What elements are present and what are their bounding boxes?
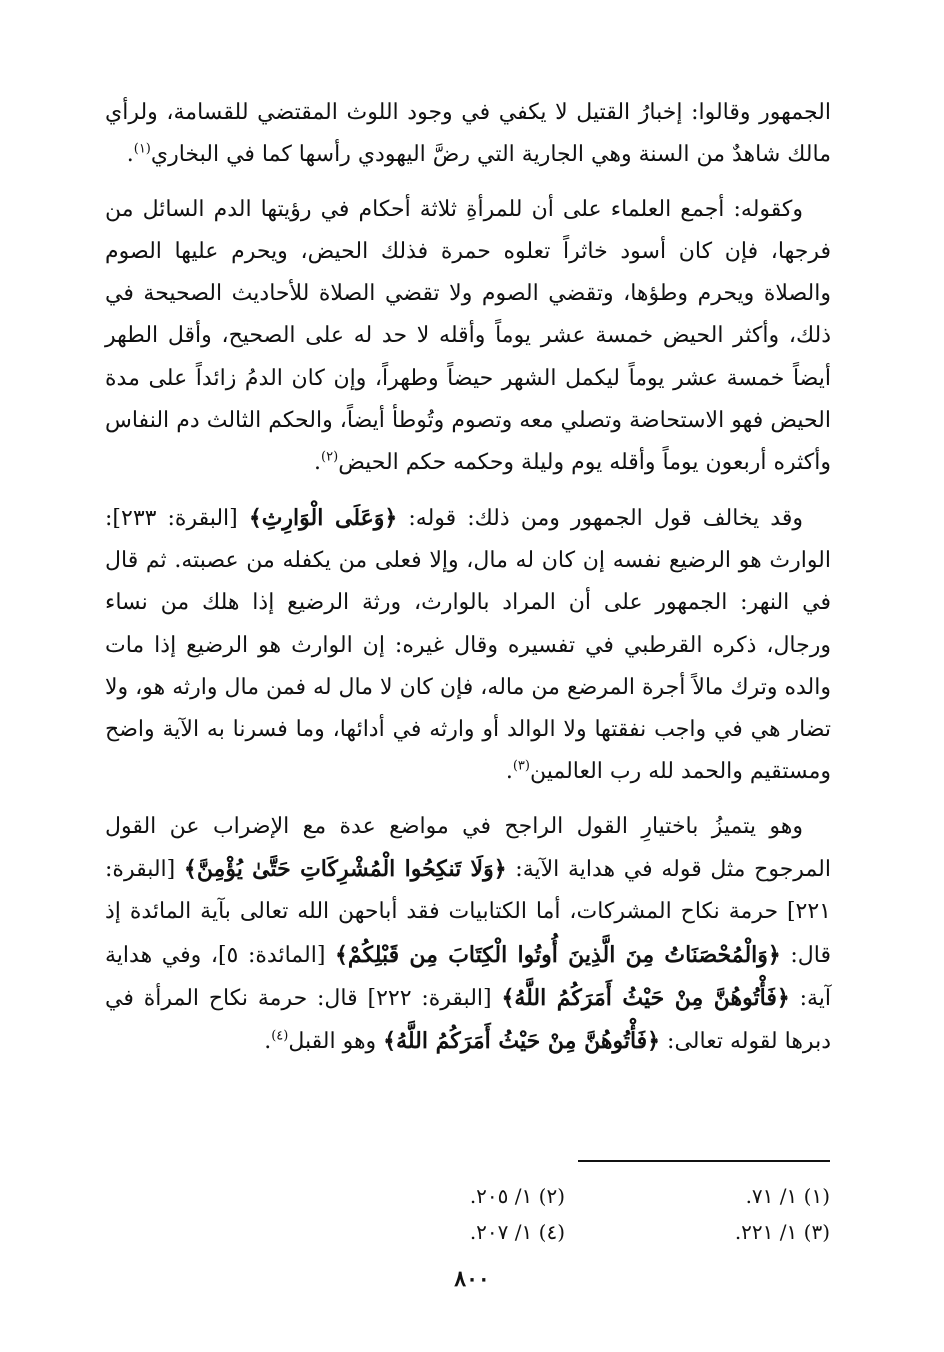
paragraph [105, 92, 831, 177]
paragraph-text: [البقرة: ٢٢٢] قال: حرمة نكاح المرأة في دبرها لقوله تعالى: [105, 985, 831, 1055]
paragraph [105, 497, 831, 794]
footnote-2: (٢) ١/ ٢٠٥. [469, 1184, 565, 1208]
quran-verse: ﴿فَأْتُوهُنَّ مِنْ حَيْثُ أَمَرَكُمُ اللَّهُ﴾ [383, 1028, 661, 1055]
quran-verse: ﴿وَعَلَى الْوَارِثِ﴾ [248, 504, 398, 531]
paragraph-text: . [505, 759, 513, 785]
footnote-3: (٣) ١/ ٢٢١. [734, 1220, 830, 1244]
quran-verse: ﴿وَلَا تَنكِحُوا الْمُشْرِكَاتِ حَتَّىٰ يُؤْمِنَّ﴾ [183, 856, 507, 883]
paragraph-text: وقد يخالف قول الجمهور ومن ذلك: قوله: [397, 505, 803, 531]
footnote-4: (٤) ١/ ٢٠٧. [469, 1220, 565, 1244]
paragraph-text: وكقوله: أجمع العلماء على أن للمرأةِ ثلاثة أحكام في رؤيتها الدم السائل من فرجها، فإن كان أسود خاثراً تعلوه حمرة فذلك الحيض، ويحرم عليها الصوم والصلاة ويحرم وطؤها، وتقضي الصوم ولا تقضي الصلاة للأحاديث الصحيحة في ذلك، وأكثر الحيض خمسة عشر يوماً وأقله لا حد له على الصحيح، وأقل الطهر أيضاً خمسة عشر يوماً ليكمل الشهر حيضاً وطهراً، وإن كان الدمُ زائداً على مدة الحيض فهو الاستحاضة وتصلي معه وتصوم وتُوطأ أيضاً، والحكم الثالث دم النفاس وأكثره أربعون يوماً وأقله يوم وليلة وحكمه حكم الحيض [105, 196, 831, 476]
footnote-marker: (٢) [321, 450, 339, 466]
paragraph-text: وهو يتميزُ باختيارِ القول الراجح في مواضع عدة مع الإضراب عن القول المرجوح مثل قوله في هداية الآية: [105, 813, 831, 883]
paragraph-text: . [126, 142, 134, 168]
footnote-row [300, 1178, 830, 1214]
body-text [105, 92, 831, 1064]
footnote-separator [578, 1160, 830, 1162]
footnotes [300, 1178, 830, 1250]
paragraph [105, 189, 831, 485]
footnote-marker: (١) [133, 141, 151, 157]
footnote-row [300, 1214, 830, 1250]
footnote-1: (١) ١/ ٧١. [745, 1184, 830, 1208]
paragraph-text: الجمهور وقالوا: إخبارُ القتيل لا يكفي في وجود اللوث المقتضي للقسامة، ولرأي مالك شاهدٌ من السنة وهي الجارية التي رضَّ اليهودي رأسها كما في البخاري [105, 100, 831, 168]
footnote-marker: (٣) [512, 759, 530, 775]
paragraph-text: [المائدة: ٥]، وفي هداية آية: [105, 942, 832, 1011]
paragraph-text: [البقرة: ٢٢١] حرمة نكاح المشركات، أما الكتابيات فقد أباحهن الله تعالى بآية المائدة إذ قال: [105, 857, 831, 968]
paragraph-text: [البقرة: ٢٣٣]: الوارث هو الرضيع نفسه إن كان له مال، وإلا فعلى من يكفله من عصبته. ثم قال في النهر: الجمهور على أن المراد بالوارث، ورثة الرضيع إذا هلك من نساء ورجال، ذكره القرطبي في تفسيره وقال غيره: إن الوارث هو الرضيع إذا مات والده وترك مالاً أجرة المرضع من ماله، فإن كان لا مال له فمن مال وارثه هو، ولا تضار هي في واجب نفقتها ولا الوالد أو وارثه في أدائها، وما فسرنا به الآية واضح ومستقيم والحمد لله رب العالمين [105, 505, 831, 785]
paragraph-text: . [264, 1029, 272, 1055]
paragraph [105, 806, 831, 1064]
quran-verse: ﴿وَالْمُحْصَنَاتُ مِنَ الَّذِينَ أُوتُوا الْكِتَابَ مِن قَبْلِكُمْ﴾ [335, 941, 781, 968]
quran-verse: ﴿فَأْتُوهُنَّ مِنْ حَيْثُ أَمَرَكُمُ اللَّهُ﴾ [501, 984, 790, 1011]
paragraph-text: . [314, 450, 322, 476]
paragraph-text: وهو القبل [288, 1029, 384, 1055]
footnote-marker: (٤) [271, 1028, 289, 1044]
page-number: ٨٠٠ [454, 1266, 490, 1292]
